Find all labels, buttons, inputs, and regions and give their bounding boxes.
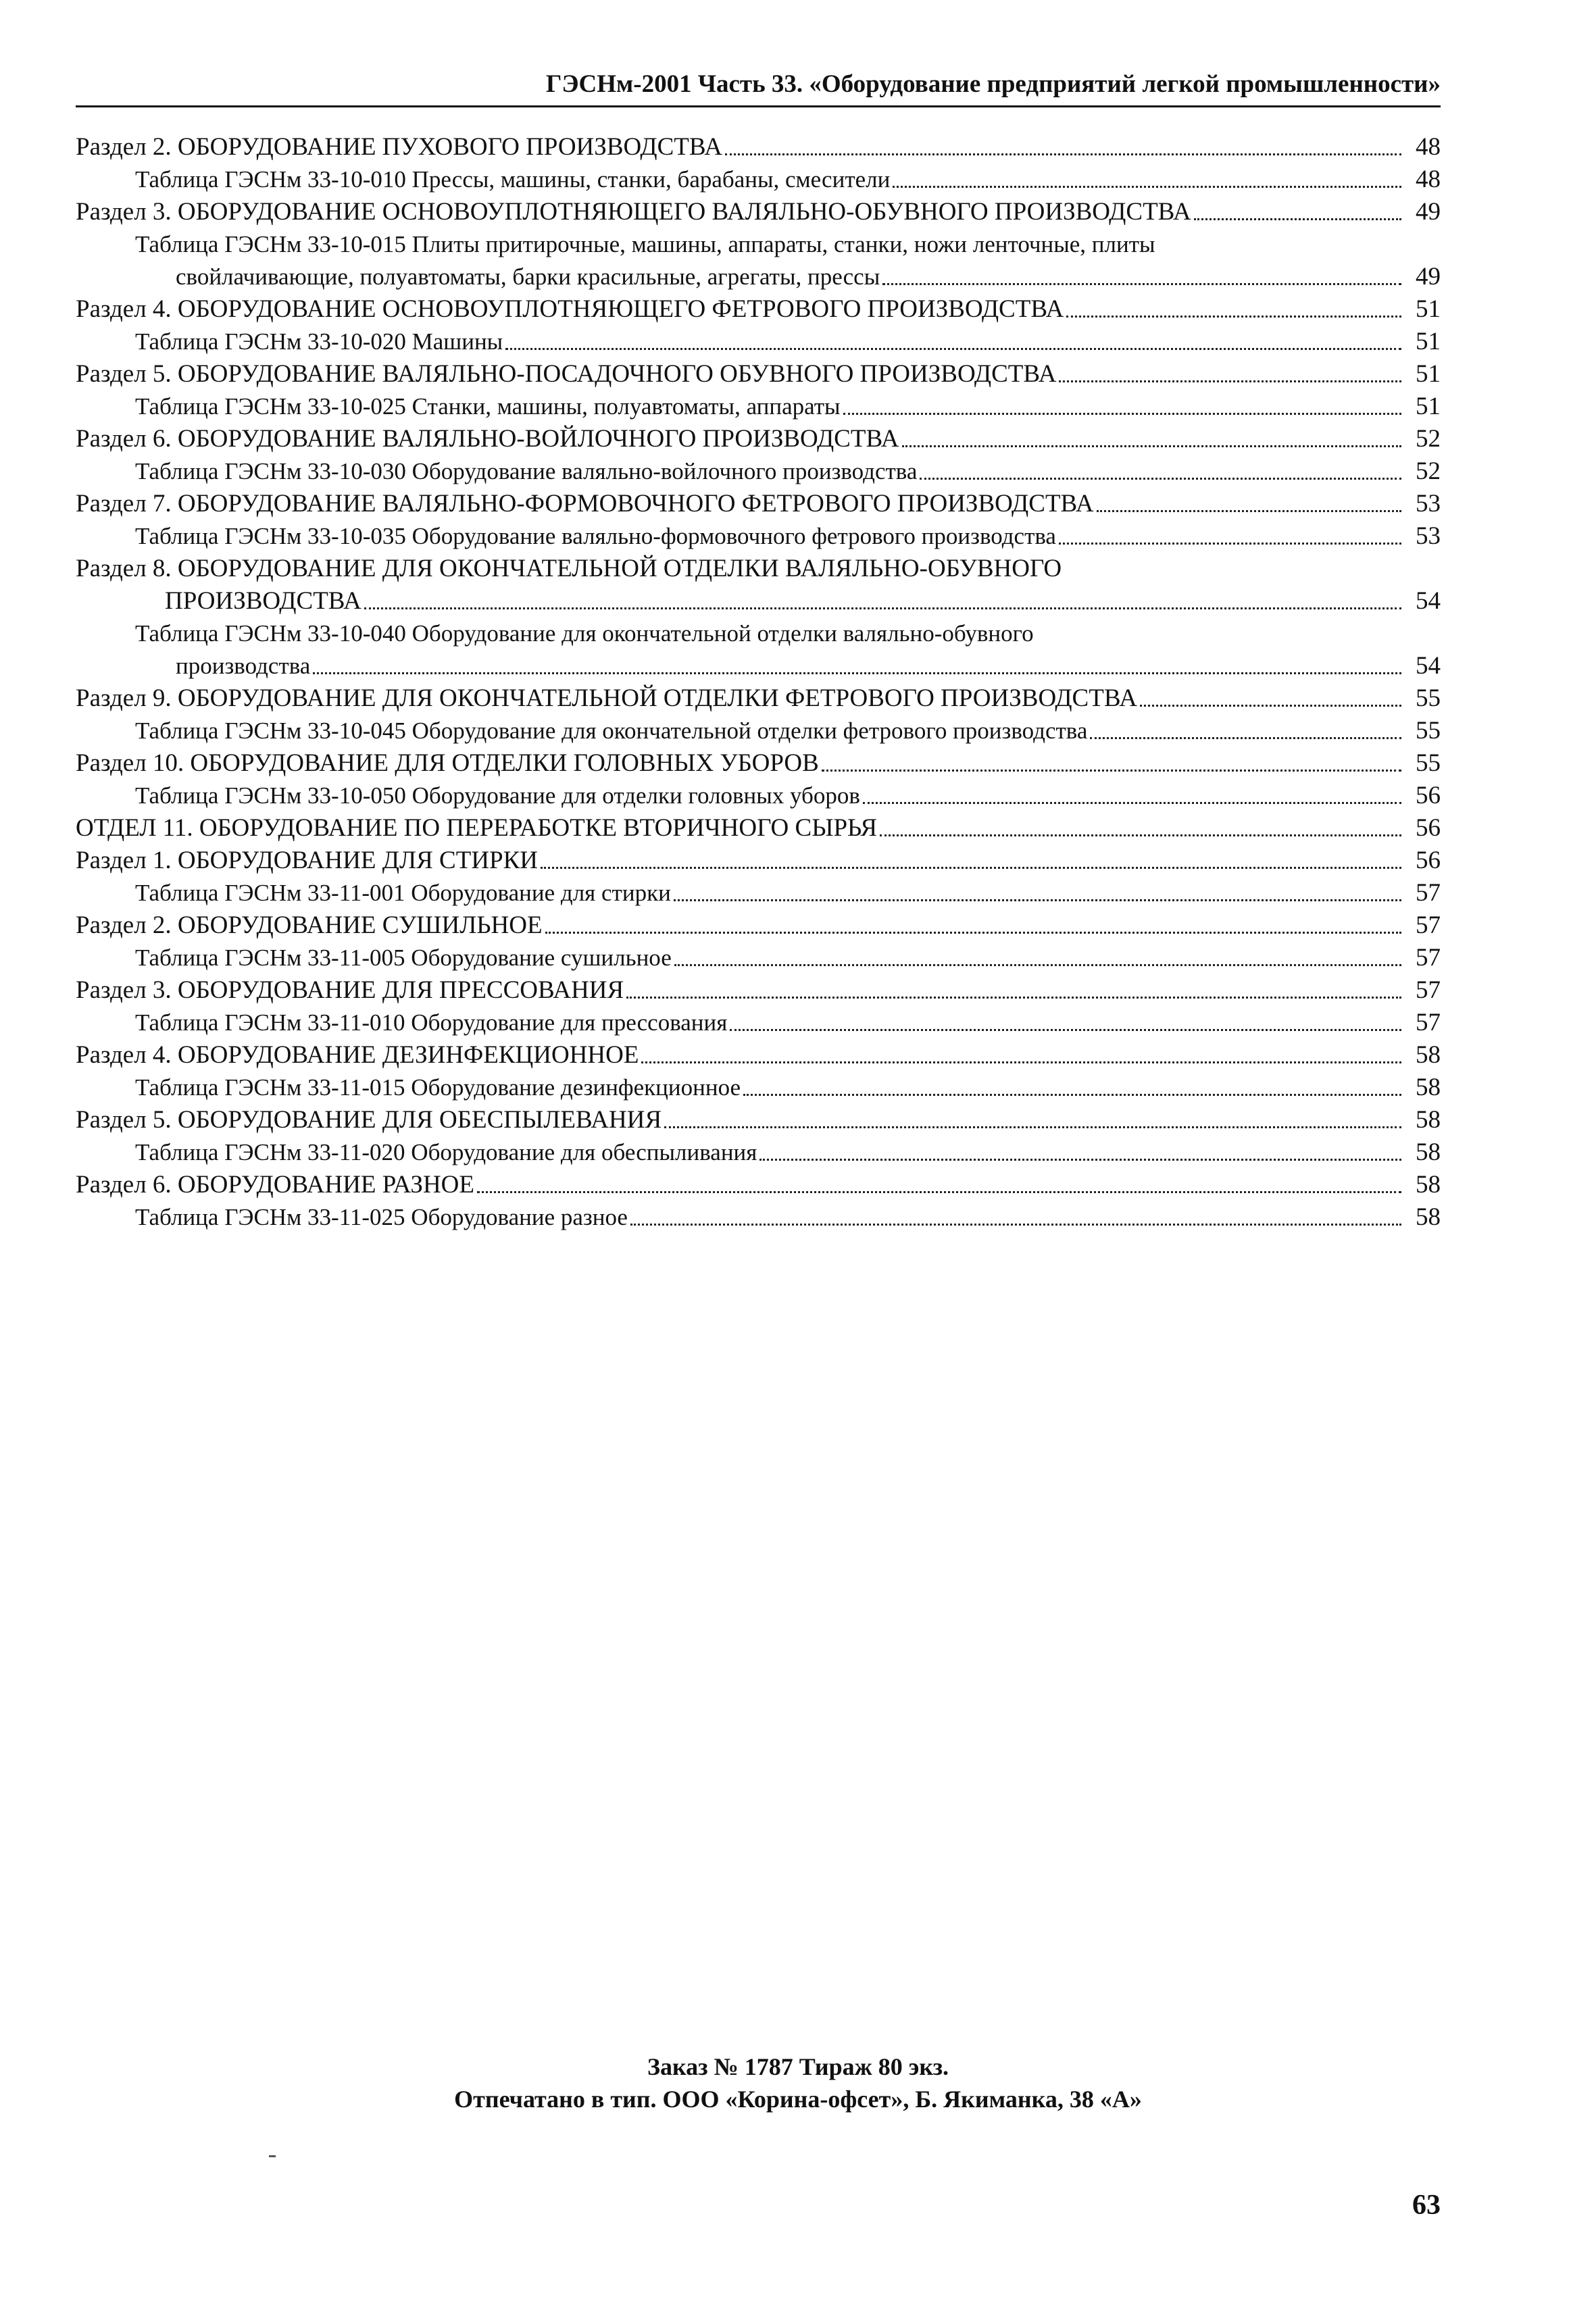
toc-entry-title: Раздел 1. ОБОРУДОВАНИЕ ДЛЯ СТИРКИ	[76, 847, 539, 874]
running-header: ГЭСНм-2001 Часть 33. «Оборудование предприятий легкой промышленности»	[545, 70, 1441, 98]
table-of-contents	[76, 131, 1441, 1234]
dot-leader	[730, 1029, 1401, 1031]
dot-leader	[880, 834, 1401, 836]
imprint-printed-line: Отпечатано в тип. ООО «Корина-офсет», Б. Якиманка, 38 «А»	[454, 2086, 1142, 2113]
dot-leader	[674, 899, 1401, 901]
dot-leader	[545, 932, 1401, 934]
toc-entry-page: 57	[1416, 1009, 1441, 1036]
toc-entry-title: Таблица ГЭСНм 33-11-025 Оборудование разное	[135, 1204, 628, 1230]
toc-entry-page: 58	[1416, 1203, 1441, 1231]
toc-table-entry	[76, 780, 1441, 812]
toc-table-entry	[76, 391, 1441, 423]
toc-entry-title-continuation: свойлачивающие, полуавтоматы, барки красильные, агрегаты, прессы	[176, 263, 880, 290]
toc-entry-page: 51	[1416, 295, 1441, 323]
toc-entry-page: 57	[1416, 944, 1441, 972]
dot-leader	[664, 1126, 1401, 1128]
dot-leader	[313, 672, 1401, 674]
dot-leader	[822, 770, 1401, 772]
toc-entry-page: 48	[1416, 166, 1441, 193]
toc-entry-title: Раздел 10. ОБОРУДОВАНИЕ ДЛЯ ОТДЕЛКИ ГОЛОВНЫХ УБОРОВ	[76, 749, 819, 777]
toc-entry-title: Таблица ГЭСНм 33-10-010 Прессы, машины, станки, барабаны, смесители	[135, 166, 891, 193]
toc-section-entry	[76, 358, 1441, 391]
toc-entry-title: Раздел 3. ОБОРУДОВАНИЕ ОСНОВОУПЛОТНЯЮЩЕГО ВАЛЯЛЬНО-ОБУВНОГО ПРОИЗВОДСТВА	[76, 198, 1191, 226]
toc-entry-page: 48	[1416, 133, 1441, 161]
toc-entry-page: 54	[1416, 652, 1441, 680]
dot-leader	[630, 1224, 1401, 1226]
toc-entry-page: 57	[1416, 976, 1441, 1004]
toc-section-entry	[76, 1104, 1441, 1136]
toc-entry-title: Раздел 9. ОБОРУДОВАНИЕ ДЛЯ ОКОНЧАТЕЛЬНОЙ ОТДЕЛКИ ФЕТРОВОГО ПРОИЗВОДСТВА	[76, 684, 1137, 712]
toc-entry-title: Таблица ГЭСНм 33-11-001 Оборудование для стирки	[135, 880, 671, 906]
toc-entry-title: Таблица ГЭСНм 33-11-020 Оборудование для обеспыливания	[135, 1139, 757, 1165]
dot-leader	[1059, 543, 1401, 545]
toc-section-entry	[76, 423, 1441, 455]
header-rule	[76, 105, 1441, 107]
toc-entry-page: 53	[1416, 522, 1441, 550]
toc-entry-title: Таблица ГЭСНм 33-10-035 Оборудование валяльно-формовочного фетрового производства	[135, 523, 1056, 549]
print-speck	[269, 2155, 276, 2157]
toc-entry-page: 58	[1416, 1171, 1441, 1199]
toc-table-entry	[76, 1201, 1441, 1234]
dot-leader	[364, 607, 1401, 609]
toc-entry-title: Таблица ГЭСНм 33-10-025 Станки, машины, полуавтоматы, аппараты	[135, 393, 841, 420]
toc-entry-page: 55	[1416, 749, 1441, 777]
dot-leader	[843, 413, 1401, 415]
toc-section-entry	[76, 747, 1441, 780]
toc-entry-page: 57	[1416, 879, 1441, 907]
toc-entry-page: 58	[1416, 1106, 1441, 1134]
toc-entry-page: 49	[1416, 263, 1441, 291]
toc-entry-page: 54	[1416, 587, 1441, 615]
toc-entry-page: 52	[1416, 425, 1441, 453]
toc-table-entry	[76, 520, 1441, 553]
toc-table-entry	[76, 326, 1441, 358]
toc-entry-page: 51	[1416, 328, 1441, 355]
toc-section-entry	[76, 974, 1441, 1007]
toc-entry-title: Таблица ГЭСНм 33-11-010 Оборудование для прессования	[135, 1009, 728, 1036]
dot-leader	[893, 186, 1401, 188]
toc-table-entry	[76, 1136, 1441, 1169]
toc-entry-page: 52	[1416, 457, 1441, 485]
dot-leader	[725, 153, 1401, 155]
toc-entry-page: 55	[1416, 717, 1441, 745]
toc-entry-title-continuation: производства	[176, 653, 311, 679]
toc-section-entry	[76, 196, 1441, 228]
dot-leader	[541, 867, 1401, 869]
toc-entry-page: 58	[1416, 1041, 1441, 1069]
toc-entry-title: Таблица ГЭСНм 33-11-005 Оборудование сушильное	[135, 945, 672, 971]
dot-leader	[1194, 218, 1401, 220]
dot-leader	[882, 283, 1401, 285]
toc-entry-page: 58	[1416, 1074, 1441, 1101]
page-number: 63	[1412, 2190, 1441, 2221]
toc-table-entry	[76, 455, 1441, 488]
dot-leader	[1066, 316, 1401, 318]
toc-entry-title: Раздел 6. ОБОРУДОВАНИЕ РАЗНОЕ	[76, 1171, 474, 1199]
dot-leader	[863, 802, 1401, 804]
toc-section-entry	[76, 553, 1441, 618]
toc-entry-page: 56	[1416, 782, 1441, 809]
toc-entry-title: ОТДЕЛ 11. ОБОРУДОВАНИЕ ПО ПЕРЕРАБОТКЕ ВТОРИЧНОГО СЫРЬЯ	[76, 814, 878, 842]
toc-section-entry	[76, 131, 1441, 164]
toc-section-entry	[76, 812, 1441, 845]
dot-leader	[674, 964, 1401, 966]
toc-table-entry	[76, 942, 1441, 974]
toc-entry-title: Раздел 4. ОБОРУДОВАНИЕ ОСНОВОУПЛОТНЯЮЩЕГО ФЕТРОВОГО ПРОИЗВОДСТВА	[76, 295, 1064, 323]
toc-table-entry	[76, 715, 1441, 747]
toc-section-entry	[76, 1169, 1441, 1201]
toc-entry-title: Раздел 2. ОБОРУДОВАНИЕ СУШИЛЬНОЕ	[76, 911, 543, 939]
toc-section-entry	[76, 845, 1441, 877]
toc-entry-title: Раздел 6. ОБОРУДОВАНИЕ ВАЛЯЛЬНО-ВОЙЛОЧНОГО ПРОИЗВОДСТВА	[76, 425, 899, 453]
toc-table-entry	[76, 164, 1441, 196]
dot-leader	[920, 478, 1401, 480]
toc-entry-title: Раздел 8. ОБОРУДОВАНИЕ ДЛЯ ОКОНЧАТЕЛЬНОЙ ОТДЕЛКИ ВАЛЯЛЬНО-ОБУВНОГО	[76, 555, 1062, 582]
toc-entry-title: Раздел 5. ОБОРУДОВАНИЕ ВАЛЯЛЬНО-ПОСАДОЧНОГО ОБУВНОГО ПРОИЗВОДСТВА	[76, 360, 1057, 388]
dot-leader	[641, 1061, 1401, 1063]
toc-section-entry	[76, 682, 1441, 715]
toc-entry-title: Таблица ГЭСНм 33-10-020 Машины	[135, 328, 503, 355]
dot-leader	[759, 1159, 1401, 1161]
toc-entry-title-continuation: ПРОИЗВОДСТВА	[165, 587, 361, 615]
toc-entry-title: Таблица ГЭСНм 33-10-030 Оборудование валяльно-войлочного производства	[135, 458, 918, 484]
dot-leader	[505, 348, 1401, 350]
dot-leader	[1059, 380, 1401, 382]
toc-entry-page: 49	[1416, 198, 1441, 226]
toc-table-entry	[76, 877, 1441, 909]
toc-section-entry	[76, 909, 1441, 942]
toc-entry-title: Раздел 7. ОБОРУДОВАНИЕ ВАЛЯЛЬНО-ФОРМОВОЧНОГО ФЕТРОВОГО ПРОИЗВОДСТВА	[76, 490, 1094, 518]
toc-section-entry	[76, 488, 1441, 520]
dot-leader	[477, 1191, 1401, 1193]
toc-entry-title: Таблица ГЭСНм 33-11-015 Оборудование дезинфекционное	[135, 1074, 741, 1101]
dot-leader	[626, 997, 1401, 999]
toc-entry-title: Раздел 2. ОБОРУДОВАНИЕ ПУХОВОГО ПРОИЗВОДСТВА	[76, 133, 722, 161]
toc-entry-page: 58	[1416, 1138, 1441, 1166]
toc-section-entry	[76, 293, 1441, 326]
toc-entry-title: Раздел 4. ОБОРУДОВАНИЕ ДЕЗИНФЕКЦИОННОЕ	[76, 1041, 639, 1069]
toc-entry-page: 56	[1416, 814, 1441, 842]
toc-entry-title: Раздел 3. ОБОРУДОВАНИЕ ДЛЯ ПРЕССОВАНИЯ	[76, 976, 624, 1004]
toc-entry-title: Таблица ГЭСНм 33-10-015 Плиты притирочные, машины, аппараты, станки, ножи ленточные, плиты	[135, 231, 1155, 257]
toc-entry-title: Таблица ГЭСНм 33-10-050 Оборудование для отделки головных уборов	[135, 782, 860, 809]
dot-leader	[902, 445, 1401, 447]
imprint-order-line: Заказ № 1787 Тираж 80 экз.	[647, 2053, 949, 2080]
toc-entry-page: 56	[1416, 847, 1441, 874]
toc-table-entry	[76, 228, 1441, 293]
toc-entry-page: 57	[1416, 911, 1441, 939]
toc-table-entry	[76, 618, 1441, 682]
toc-entry-title: Таблица ГЭСНм 33-10-045 Оборудование для окончательной отделки фетрового производства	[135, 718, 1088, 744]
dot-leader	[1097, 510, 1401, 512]
toc-entry-page: 55	[1416, 684, 1441, 712]
toc-section-entry	[76, 1039, 1441, 1072]
dot-leader	[1090, 737, 1401, 739]
toc-table-entry	[76, 1072, 1441, 1104]
toc-entry-title: Таблица ГЭСНм 33-10-040 Оборудование для окончательной отделки валяльно-обувного	[135, 620, 1034, 647]
toc-entry-page: 51	[1416, 393, 1441, 420]
dot-leader	[1140, 705, 1401, 707]
toc-entry-title: Раздел 5. ОБОРУДОВАНИЕ ДЛЯ ОБЕСПЫЛЕВАНИЯ	[76, 1106, 662, 1134]
toc-entry-page: 51	[1416, 360, 1441, 388]
toc-entry-page: 53	[1416, 490, 1441, 518]
dot-leader	[743, 1094, 1401, 1096]
toc-table-entry	[76, 1007, 1441, 1039]
